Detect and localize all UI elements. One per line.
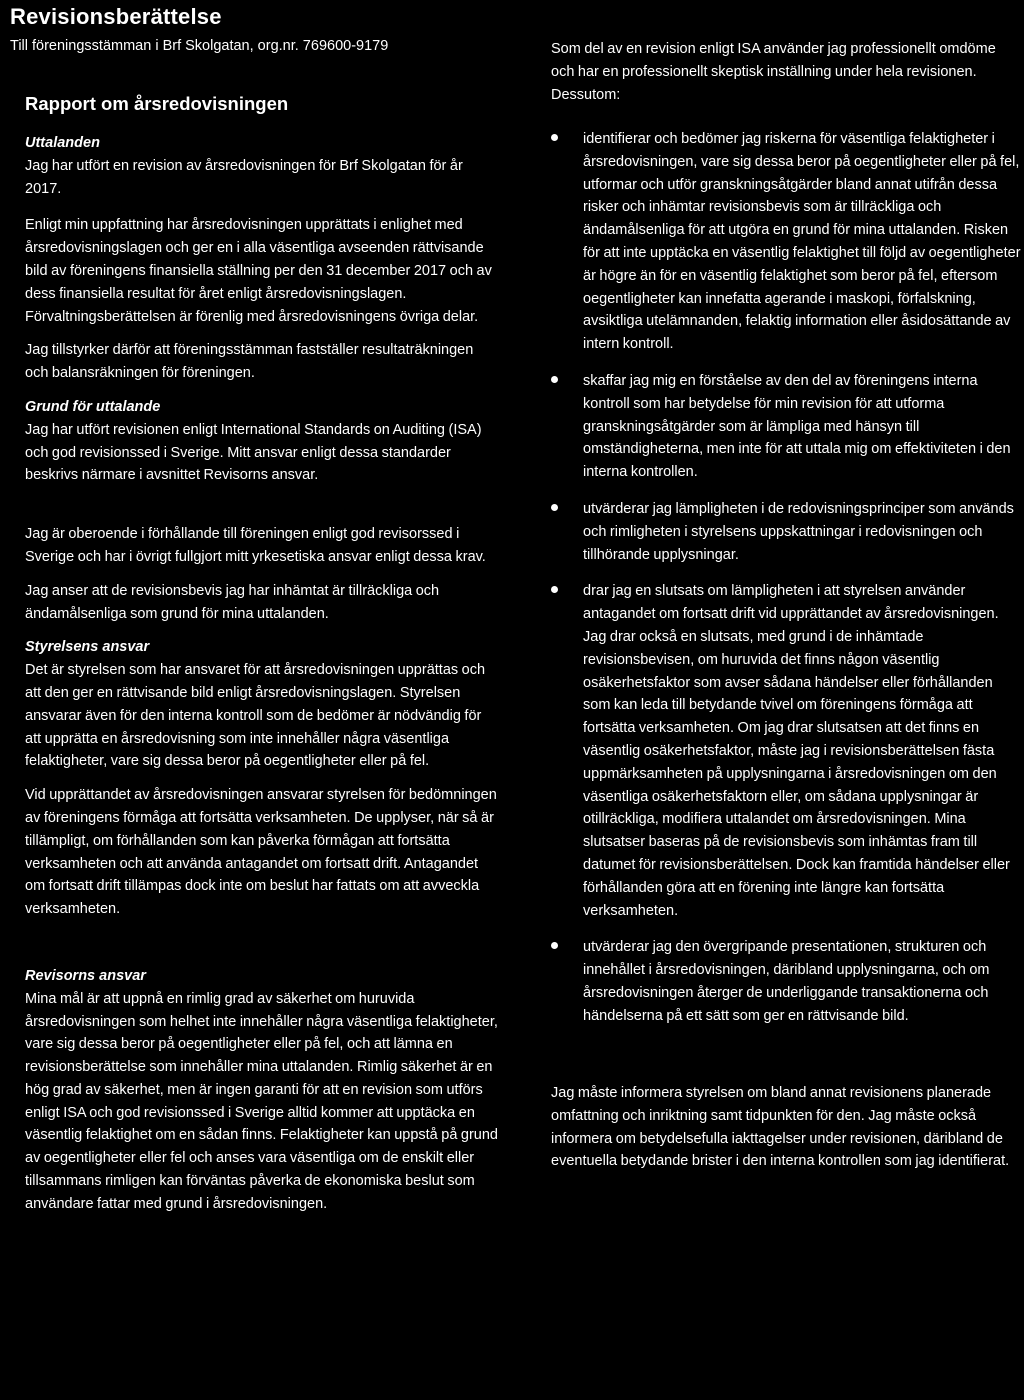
list-item xyxy=(551,936,1021,1027)
document-title: Revisionsberättelse xyxy=(10,4,222,29)
right-closing: Jag måste informera styrelsen om bland annat revisionens planerade omfattning och inriktning samt tidpunkten för den. Jag måste också informera om betydelsefulla iakttagelser under revisionen, däribland de eventuella betydande brister i den interna kontrollen som jag identifierat. xyxy=(551,1085,1010,1170)
grund-heading: Grund för uttalande xyxy=(25,398,161,415)
bullet-text: skaffar jag mig en förståelse av den del av föreningens interna kontroll som har betydelse för min revision för att utforma granskningsåtgärder som är lämpliga med hänsyn till omständigheterna, men inte för att uttala mig om effektiviteten i den interna kontrollen. xyxy=(583,372,1011,481)
document-subtitle: Till föreningsstämman i Brf Skolgatan, org.nr. 769600-9179 xyxy=(10,38,389,54)
styrelsen-heading: Styrelsens ansvar xyxy=(25,639,150,656)
grund-paragraph-3: Jag anser att de revisionsbevis jag har inhämtat är tillräckliga och ändamålsenliga som grund för mina uttalanden. xyxy=(25,582,440,622)
grund-paragraph-2: Jag är oberoende i förhållande till föreningen enligt god revisorssed i Sverige och har i övrigt fullgjort mitt yrkesetiska ansvar enligt dessa krav. xyxy=(25,526,486,565)
styrelsen-paragraph-1: Det är styrelsen som har ansvaret för att årsredovisningen upprättas och att den ger en rättvisande bild enligt årsredovisningslagen. Styrelsen ansvarar även för den interna kontroll som de bedömer är nödvändig för att upprätta en årsredovisning som inte innehåller några väsentliga felaktigheter, vare sig dessa beror på oegentligheter eller på fel. xyxy=(25,662,486,770)
styrelsen-paragraph-2: Vid upprättandet av årsredovisningen ansvarar styrelsen för bedömningen av föreningens förmåga att fortsätta verksamheten. De upplyser, när så är tillämpligt, om förhållanden som kan påverka förmågan att fortsätta verksamheten och att använda antagandet om fortsatt drift. Antagandet om fortsatt drift tillämpas dock inte om beslut har fattats om att avveckla verksamheten. xyxy=(25,787,497,918)
bullet-text: utvärderar jag den övergripande presentationen, strukturen och innehållet i årsredovisningen, däribland upplysningarna, och om årsredovisningen återger de underliggande transaktionerna och händelserna på ett sätt som ger en rättvisande bild. xyxy=(583,939,990,1024)
list-item xyxy=(551,498,1021,566)
grund-paragraph-1: Jag har utfört revisionen enligt International Standards on Auditing (ISA) och god revisionssed i Sverige. Mitt ansvar enligt dessa standarder beskrivs närmare i avsnittet Revisorns ansvar. xyxy=(25,421,482,484)
bullet-icon xyxy=(551,586,558,593)
bullet-text: identifierar och bedömer jag riskerna för väsentliga felaktigheter i årsredovisningen, vare sig dessa beror på oegentligheter eller på fel, utformar och utför granskningsåtgärder bland annat utifrån dessa risker och inhämtar revisionsbevis som är tillräckliga och ändamålsenliga för att utgöra en grund för mina uttalanden. Risken för att inte upptäcka en väsentlig felaktighet till följd av oegentligheter är högre än för en väsentlig felaktighet som beror på fel, eftersom oegentligheter kan innefatta agerande i maskopi, förfalskning, avsiktliga utelämnanden, felaktig information eller åsidosättande av intern kontroll. xyxy=(583,131,1021,353)
report-heading: Rapport om årsredovisningen xyxy=(25,93,289,114)
list-item xyxy=(551,128,1021,356)
bullet-icon xyxy=(551,942,558,949)
bullet-icon xyxy=(551,504,558,511)
list-item xyxy=(551,580,1021,922)
uttalanden-paragraph-1: Jag har utfört en revision av årsredovisningen för Brf Skolgatan för år 2017. xyxy=(25,157,463,197)
bullet-text: utvärderar jag lämpligheten i de redovisningsprinciper som används och rimligheten i styrelsens uppskattningar i redovisningen och tillhörande upplysningar. xyxy=(583,500,1014,563)
uttalanden-heading: Uttalanden xyxy=(25,135,100,151)
uttalanden-paragraph-2: Enligt min uppfattning har årsredovisningen upprättats i enlighet med årsredovisningslagen och ger en i alla väsentliga avseenden rättvisande bild av föreningens finansiella ställning per den 31 december 2017 och av dess finansiella resultat för året enligt årsredovisningslagen. Förvaltningsberättelsen är förenlig med årsredovisningens övriga delar. xyxy=(25,217,492,325)
bullet-text: drar jag en slutsats om lämpligheten i att styrelsen använder antagandet om fortsatt drift vid upprättandet av årsredovisningen. Jag drar också en slutsats, med grund i de inhämtade revisionsbevisen, om huruvida det finns någon väsentlig osäkerhetsfaktor som avser sådana händelser eller förhållanden som kan leda till betydande tvivel om föreningens förmåga att fortsätta verksamheten. Om jag drar slutsatsen att det finns en väsentlig osäkerhetsfaktor, måste jag i revisionsberättelsen fästa uppmärksamheten på upplysningarna i årsredovisningen om den väsentliga osäkerhetsfaktorn eller, om sådana upplysningar är otillräckliga, modifiera uttalandet om årsredovisningen. Mina slutsatser baseras på de revisionsbevis som inhämtas fram till datumet för revisionsberättelsen. Dock kan framtida händelser eller förhållanden göra att en förening inte längre kan fortsätta verksamheten. xyxy=(583,583,1010,919)
bullet-icon xyxy=(551,134,558,141)
report-body xyxy=(25,132,500,1216)
revisorn-heading: Revisorns ansvar xyxy=(25,967,146,984)
bullet-list xyxy=(551,128,1021,1027)
right-intro: Som del av en revision enligt ISA använder jag professionellt omdöme och har en professionellt skeptisk inställning under hela revisionen. Dessutom: xyxy=(551,41,996,103)
uttalanden-paragraph-3: Jag tillstyrker därför att föreningsstämman fastställer resultaträkningen och balansräkningen för föreningen. xyxy=(25,342,474,382)
bullet-icon xyxy=(551,376,558,383)
list-item xyxy=(551,370,1021,484)
revisorn-paragraph-1: Mina mål är att uppnå en rimlig grad av säkerhet om huruvida årsredovisningen som helhet inte innehåller några väsentliga felaktigheter, vare sig dessa beror på oegentligheter eller på fel, och att lämna en revisionsberättelse som innehåller mina uttalanden. Rimlig säkerhet är en hög grad av säkerhet, men är ingen garanti för att en revision som utförs enligt ISA och god revisionssed i Sverige alltid kommer att upptäcka en väsentlig felaktighet om en sådan finns. Felaktigheter kan uppstå på grund av oegentligheter eller fel och anses vara väsentliga om de enskilt eller tillsammans rimligen kan förväntas påverka de ekonomiska beslut som användare fattar med grund i årsredovisningen. xyxy=(25,990,498,1212)
